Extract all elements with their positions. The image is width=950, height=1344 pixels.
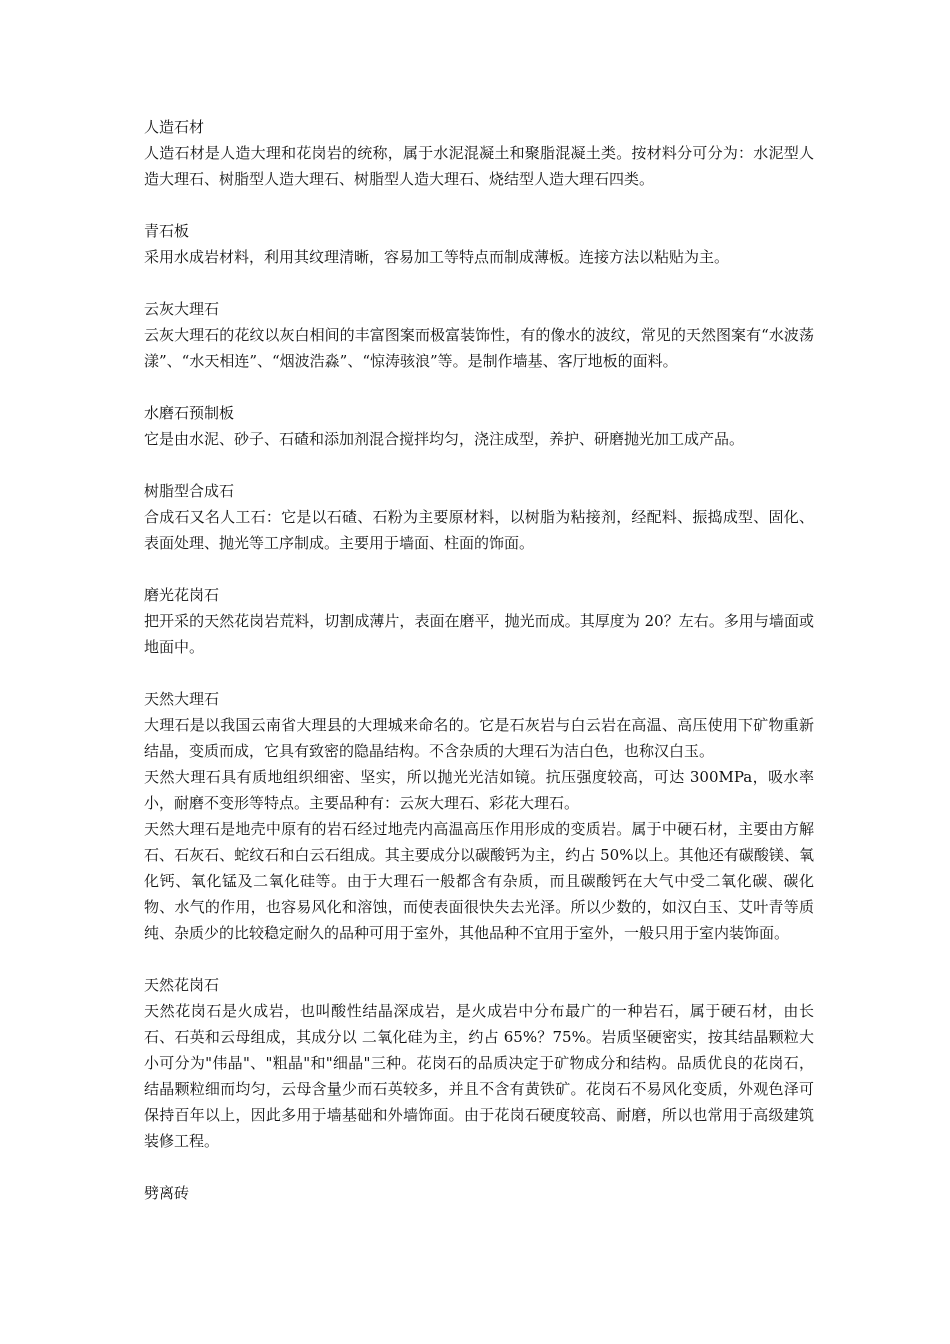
section-heading: 人造石材 bbox=[144, 118, 205, 136]
section-heading: 磨光花岗石 bbox=[144, 586, 220, 604]
section-terrazzo-panel bbox=[144, 400, 814, 452]
section-natural-marble bbox=[144, 686, 814, 946]
section-paragraph: 大理石是以我国云南省大理县的大理城来命名的。它是石灰岩与白云岩在高温、高压使用下矿物重新结晶，变质而成，它具有致密的隐晶结构。不含杂质的大理石为洁白色，也称汉白玉。 bbox=[144, 716, 814, 760]
section-heading: 劈离砖 bbox=[144, 1184, 190, 1202]
section-paragraph: 把开采的天然花岗岩荒料，切割成薄片，表面在磨平，抛光而成。其厚度为 20？左右。多用与墙面或地面中。 bbox=[144, 612, 814, 656]
section-cloud-gray-marble bbox=[144, 296, 814, 374]
document-page bbox=[144, 114, 814, 1232]
section-paragraph: 天然花岗石是火成岩，也叫酸性结晶深成岩，是火成岩中分布最广的一种岩石，属于硬石材，由长石、石英和云母组成，其成分以 二氧化硅为主，约占 65%？75%。岩质坚硬密实，按其结晶颗粒大小可分为"伟晶"、"粗晶"和"细晶"三种。花岗石的品质决定于矿物成分和结构。品质优良的花岗石，结晶颗粒细而均匀，云母含量少而石英较多，并且不含有黄铁矿。花岗石不易风化变质，外观色泽可保持百年以上，因此多用于墙基础和外墙饰面。由于花岗石硬度较高、耐磨，所以也常用于高级建筑装修工程。 bbox=[144, 1002, 814, 1150]
section-paragraph: 合成石又名人工石：它是以石碴、石粉为主要原材料，以树脂为粘接剂，经配料、振捣成型、固化、表面处理、抛光等工序制成。主要用于墙面、柱面的饰面。 bbox=[144, 508, 814, 552]
section-split-tile bbox=[144, 1180, 814, 1206]
section-paragraph: 云灰大理石的花纹以灰白相间的丰富图案而极富装饰性，有的像水的波纹，常见的天然图案有“水波荡漾”、“水天相连”、“烟波浩淼”、“惊涛骇浪”等。是制作墙基、客厅地板的面料。 bbox=[144, 326, 814, 370]
section-heading: 树脂型合成石 bbox=[144, 482, 235, 500]
section-heading: 青石板 bbox=[144, 222, 190, 240]
section-paragraph: 它是由水泥、砂子、石碴和添加剂混合搅拌均匀，浇注成型，养护、研磨抛光加工成产品。 bbox=[144, 430, 745, 448]
section-artificial-stone bbox=[144, 114, 814, 192]
section-bluestone-slab bbox=[144, 218, 814, 270]
section-paragraph: 天然大理石具有质地组织细密、坚实，所以抛光光洁如镜。抗压强度较高，可达 300MPa，吸水率小，耐磨不变形等特点。主要品种有：云灰大理石、彩花大理石。 bbox=[144, 768, 814, 812]
section-paragraph: 采用水成岩材料，利用其纹理清晰，容易加工等特点而制成薄板。连接方法以粘贴为主。 bbox=[144, 248, 730, 266]
section-heading: 水磨石预制板 bbox=[144, 404, 235, 422]
section-resin-synthetic-stone bbox=[144, 478, 814, 556]
section-heading: 云灰大理石 bbox=[144, 300, 220, 318]
section-polished-granite bbox=[144, 582, 814, 660]
section-heading: 天然花岗石 bbox=[144, 976, 220, 994]
section-paragraph: 天然大理石是地壳中原有的岩石经过地壳内高温高压作用形成的变质岩。属于中硬石材，主要由方解石、石灰石、蛇纹石和白云石组成。其主要成分以碳酸钙为主，约占 50%以上。其他还有碳酸镁、氧化钙、氧化锰及二氧化硅等。由于大理石一般都含有杂质，而且碳酸钙在大气中受二氧化碳、碳化物、水气的作用，也容易风化和溶蚀，而使表面很快失去光泽。所以少数的，如汉白玉、艾叶青等质纯、杂质少的比较稳定耐久的品种可用于室外，其他品种不宜用于室外，一般只用于室内装饰面。 bbox=[144, 820, 814, 942]
section-paragraph: 人造石材是人造大理和花岗岩的统称，属于水泥混凝土和聚脂混凝土类。按材料分可分为：水泥型人造大理石、树脂型人造大理石、树脂型人造大理石、烧结型人造大理石四类。 bbox=[144, 144, 814, 188]
section-heading: 天然大理石 bbox=[144, 690, 220, 708]
section-natural-granite bbox=[144, 972, 814, 1154]
